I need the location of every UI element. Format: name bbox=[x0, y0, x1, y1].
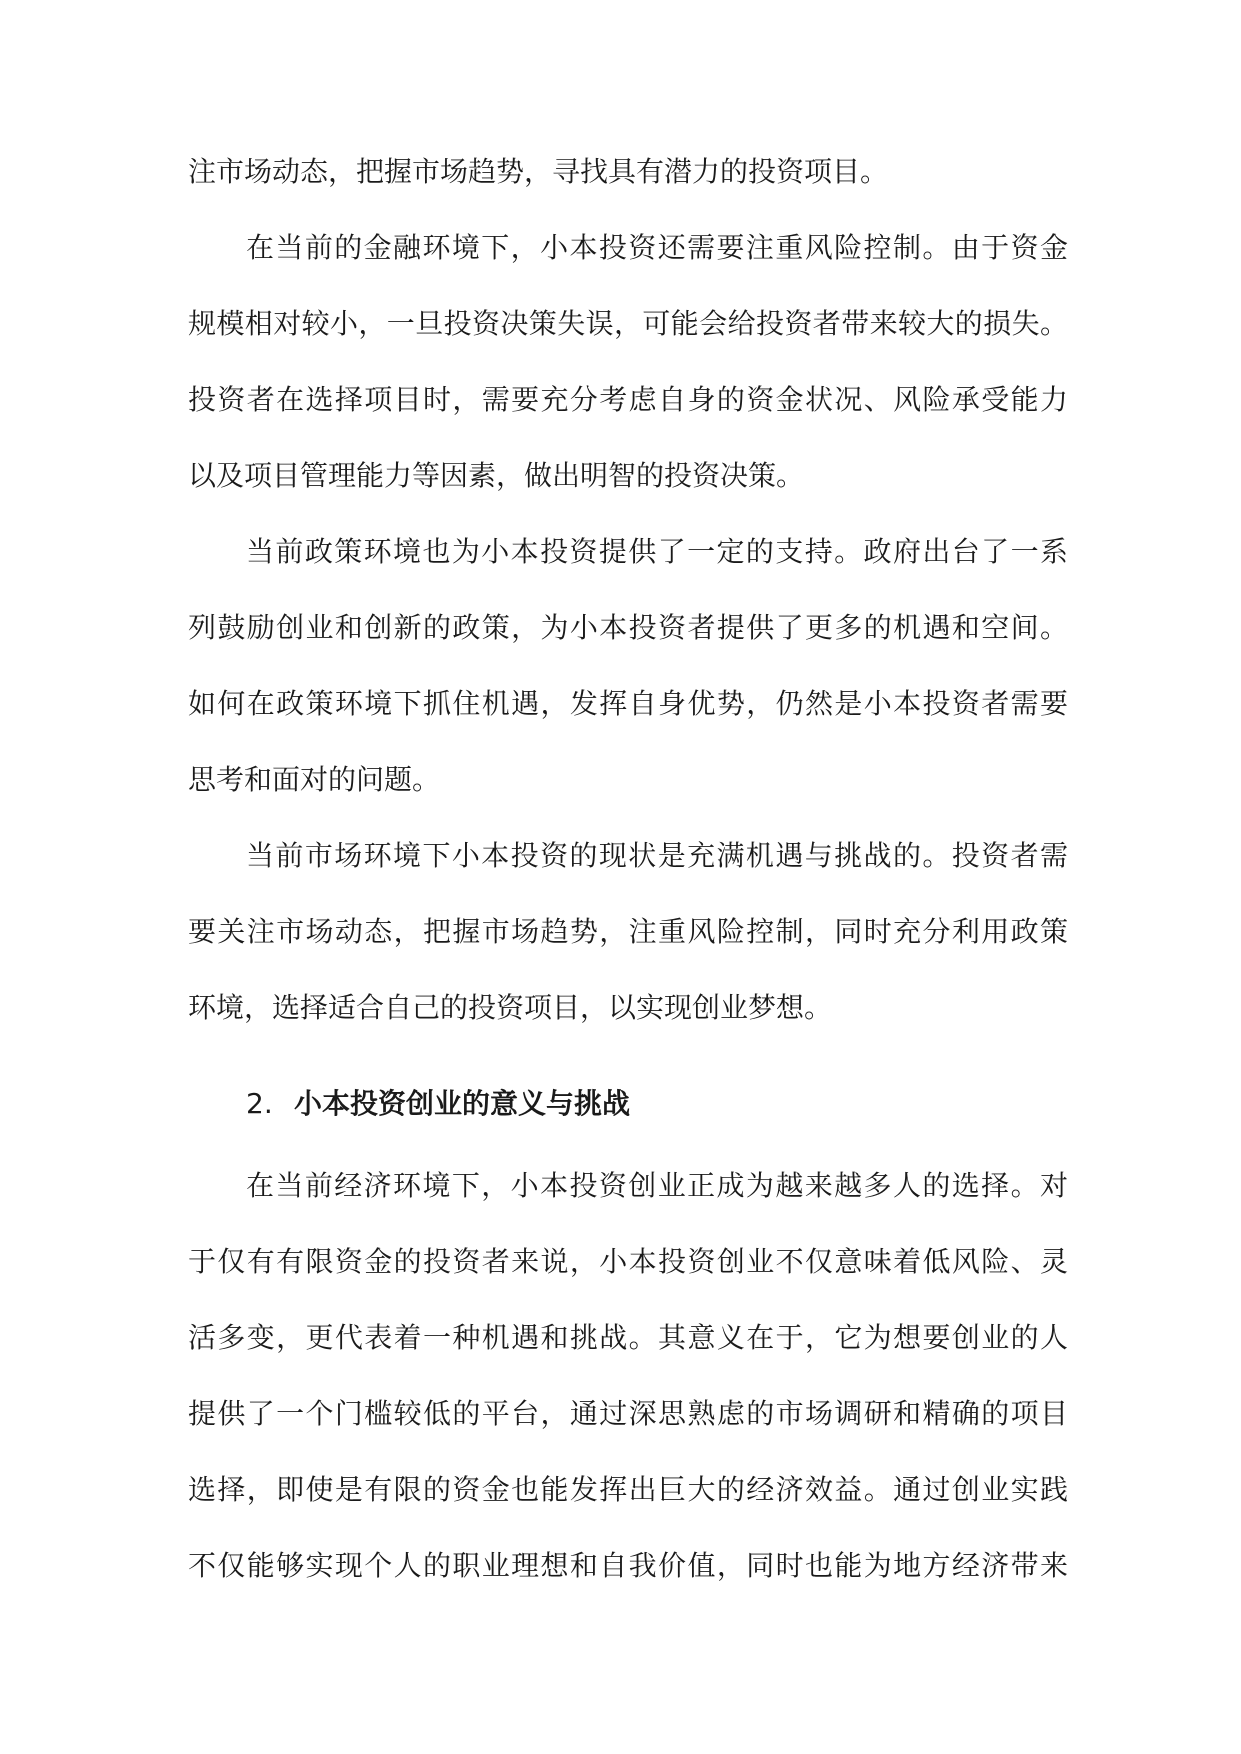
paragraph-line: 在当前的金融环境下，小本投资还需要注重风险控制。由于资金 bbox=[246, 231, 1068, 264]
paragraph-line: 选择，即使是有限的资金也能发挥出巨大的经济效益。通过创业实践 bbox=[188, 1473, 1068, 1506]
paragraph-line: 于仅有有限资金的投资者来说，小本投资创业不仅意味着低风险、灵 bbox=[188, 1245, 1068, 1278]
paragraph-line: 注市场动态，把握市场趋势，寻找具有潜力的投资项目。 bbox=[188, 155, 889, 188]
paragraph-line: 当前政策环境也为小本投资提供了一定的支持。政府出台了一系 bbox=[246, 535, 1068, 568]
paragraph-line: 列鼓励创业和创新的政策，为小本投资者提供了更多的机遇和空间。 bbox=[188, 611, 1068, 644]
section-number: 2. bbox=[246, 1087, 273, 1120]
section-heading bbox=[246, 1084, 630, 1124]
paragraph-line: 要关注市场动态，把握市场趋势，注重风险控制，同时充分利用政策 bbox=[188, 915, 1068, 948]
paragraph-line: 以及项目管理能力等因素，做出明智的投资决策。 bbox=[188, 459, 805, 492]
paragraph-line: 思考和面对的问题。 bbox=[188, 763, 441, 796]
section-title: 小本投资创业的意义与挑战 bbox=[294, 1087, 631, 1120]
paragraph-line: 不仅能够实现个人的职业理想和自我价值，同时也能为地方经济带来 bbox=[188, 1549, 1068, 1582]
paragraph-line: 提供了一个门槛较低的平台，通过深思熟虑的市场调研和精确的项目 bbox=[188, 1397, 1068, 1430]
paragraph-line: 规模相对较小，一旦投资决策失误，可能会给投资者带来较大的损失。 bbox=[188, 307, 1068, 340]
paragraph-line: 投资者在选择项目时，需要充分考虑自身的资金状况、风险承受能力 bbox=[188, 383, 1068, 416]
paragraph-line: 如何在政策环境下抓住机遇，发挥自身优势，仍然是小本投资者需要 bbox=[188, 687, 1068, 720]
paragraph-line: 当前市场环境下小本投资的现状是充满机遇与挑战的。投资者需 bbox=[246, 839, 1068, 872]
paragraph-line: 活多变，更代表着一种机遇和挑战。其意义在于，它为想要创业的人 bbox=[188, 1321, 1068, 1354]
paragraph-line: 环境，选择适合自己的投资项目，以实现创业梦想。 bbox=[188, 991, 833, 1024]
paragraph-line: 在当前经济环境下，小本投资创业正成为越来越多人的选择。对 bbox=[246, 1169, 1068, 1202]
